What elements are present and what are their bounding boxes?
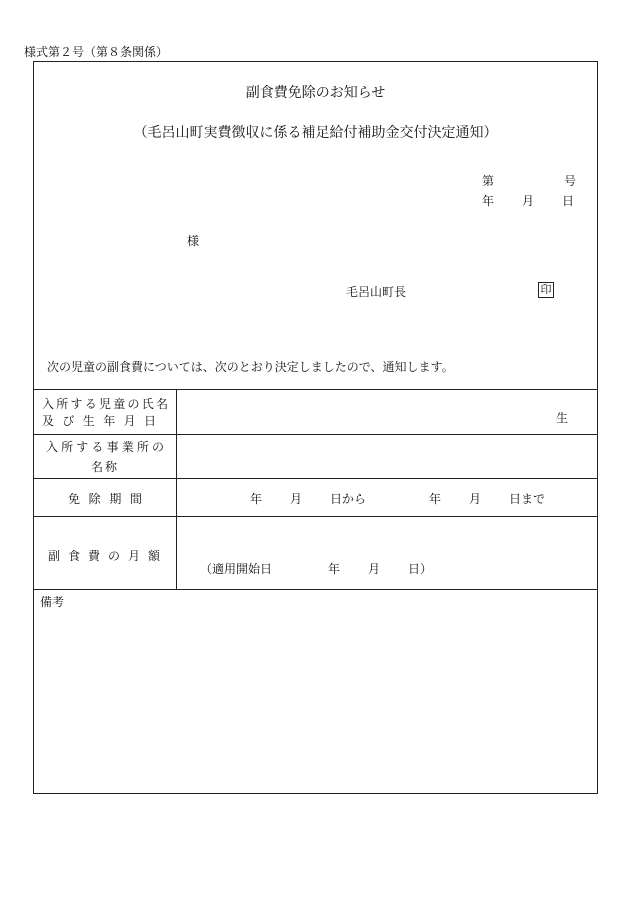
row-divider-2 (34, 478, 597, 479)
period-to-month: 月 (469, 492, 482, 506)
intro-text: 次の児童の副食費については、次のとおり決定しましたので、通知します。 (47, 360, 454, 374)
facility-label (46, 438, 164, 475)
document-title: 副食費免除のお知らせ (245, 85, 386, 101)
period-to-day: 日まで (509, 492, 546, 506)
period-from-day: 日から (330, 492, 367, 506)
period-label: 免除期間 (68, 492, 142, 506)
issuer-name: 毛呂山町長 (346, 285, 407, 299)
period-from-month: 月 (290, 492, 303, 506)
start-date-year: 年 (328, 562, 341, 576)
row-divider-4 (34, 589, 597, 590)
row-divider-1 (34, 434, 597, 435)
child-label-line-1: 入所する児童の氏名 (42, 397, 168, 411)
number-dai: 第 (482, 174, 495, 188)
row-divider-3 (34, 516, 597, 517)
start-date-open: （適用開始日 (200, 562, 273, 576)
start-date-day: 日） (408, 562, 433, 576)
document-subtitle: （毛呂山町実費徴収に係る補足給付補助金交付決定通知） (133, 125, 498, 141)
date-day: 日 (562, 194, 575, 208)
start-date-month: 月 (368, 562, 381, 576)
column-divider (176, 389, 177, 589)
child-label-line-2: 及び生年月日 (42, 414, 156, 428)
child-label (42, 395, 168, 429)
date-year: 年 (482, 194, 495, 208)
facility-label-line-2: 名称 (90, 460, 119, 474)
seal-mark: 印 (538, 282, 554, 298)
form-number-label: 様式第２号（第８条関係） (24, 45, 169, 59)
child-birth-suffix: 生 (556, 411, 569, 425)
remarks-label: 備考 (40, 595, 65, 609)
number-go: 号 (564, 174, 577, 188)
period-from-year: 年 (250, 492, 263, 506)
period-to-year: 年 (429, 492, 442, 506)
date-month: 月 (522, 194, 535, 208)
notice-form (33, 61, 598, 794)
facility-label-line-1: 入所する事業所の (46, 440, 164, 454)
table-top-border (34, 389, 597, 390)
addressee-suffix: 様 (187, 234, 200, 248)
amount-label: 副食費の月額 (48, 549, 160, 563)
